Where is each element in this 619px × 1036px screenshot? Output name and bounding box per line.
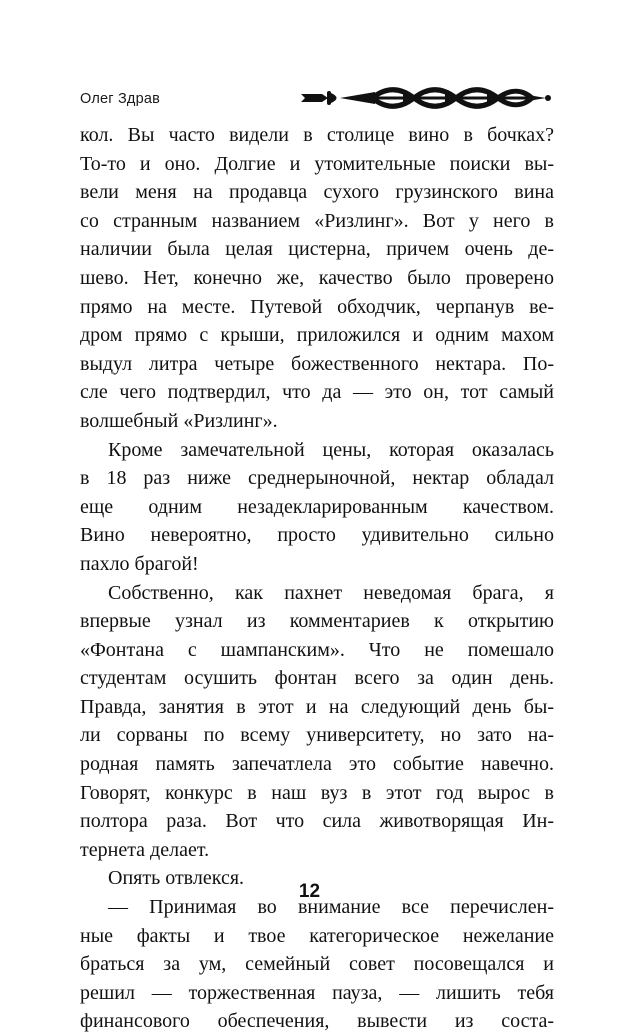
text-line: То-то и оно. Долгие и утомительные поиски вы- — [80, 152, 554, 175]
text-line: браться за ум, семейный совет посовещался и — [80, 953, 554, 976]
text-line: ные факты и твое категорическое нежелание — [80, 924, 554, 947]
text-line: Говорят, конкурс в наш вуз в этот год вырос в — [80, 781, 554, 804]
text-line: — Принимая во внимание все перечислен- — [108, 896, 554, 919]
text-line: пахло брагой! — [80, 552, 199, 575]
text-line: Собственно, как пахнет неведомая брага, я — [108, 581, 554, 604]
text-line: выдул литра четыре божественного нектара. По- — [80, 352, 554, 375]
running-head-author: Олег Здрав — [80, 91, 161, 107]
text-line: волшебный «Ризлинг». — [80, 409, 278, 432]
rope-ornament-icon — [300, 85, 554, 111]
text-line: тернета делает. — [80, 838, 210, 861]
text-line: финансового обеспечения, вывести из соста- — [80, 1010, 554, 1033]
text-line: Опять отвлекся. — [108, 867, 245, 890]
text-line: со странным названием «Ризлинг». Вот у него в — [80, 209, 554, 232]
text-line: впервые узнал из комментариев к открытию — [80, 610, 554, 633]
page-number: 12 — [298, 881, 321, 902]
text-line: решил — торжественная пауза, — лишить тебя — [80, 981, 554, 1004]
text-line: Кроме замечательной цены, которая оказалась — [108, 438, 554, 461]
text-line: Вино невероятно, просто удивительно сильно — [80, 524, 554, 547]
text-line: кол. Вы часто видели в столице вино в бочках? — [80, 124, 554, 146]
text-line: сле чего подтвердил, что да — это он, тот самый — [80, 381, 554, 404]
text-line: еще одним незадекларированным качеством. — [80, 495, 554, 518]
text-line: в 18 раз ниже среднерыночной, нектар обладал — [80, 467, 554, 490]
text-line: шево. Нет, конечно же, качество было проверено — [80, 266, 554, 289]
text-line: «Фонтана с шампанским». Что не помешало — [80, 638, 554, 661]
text-line: прямо на месте. Путевой обходчик, черпанув ве- — [80, 295, 554, 318]
text-line: вели меня на продавца сухого грузинского вина — [80, 181, 554, 204]
text-line: родная память запечатлела это событие навечно. — [80, 753, 554, 776]
text-line: полтора раза. Вот что сила животворящая Ин- — [80, 810, 554, 833]
text-line: наличии была целая цистерна, причем очень де- — [80, 238, 554, 261]
text-line: Правда, занятия в этот и на следующий день бы- — [80, 695, 554, 718]
text-line: студентам осушить фонтан всего за один день. — [80, 667, 554, 690]
text-line: ли сорваны по всему университету, но зато на- — [80, 724, 554, 747]
text-line: дром прямо с крыши, приложился и одним махом — [80, 324, 554, 347]
